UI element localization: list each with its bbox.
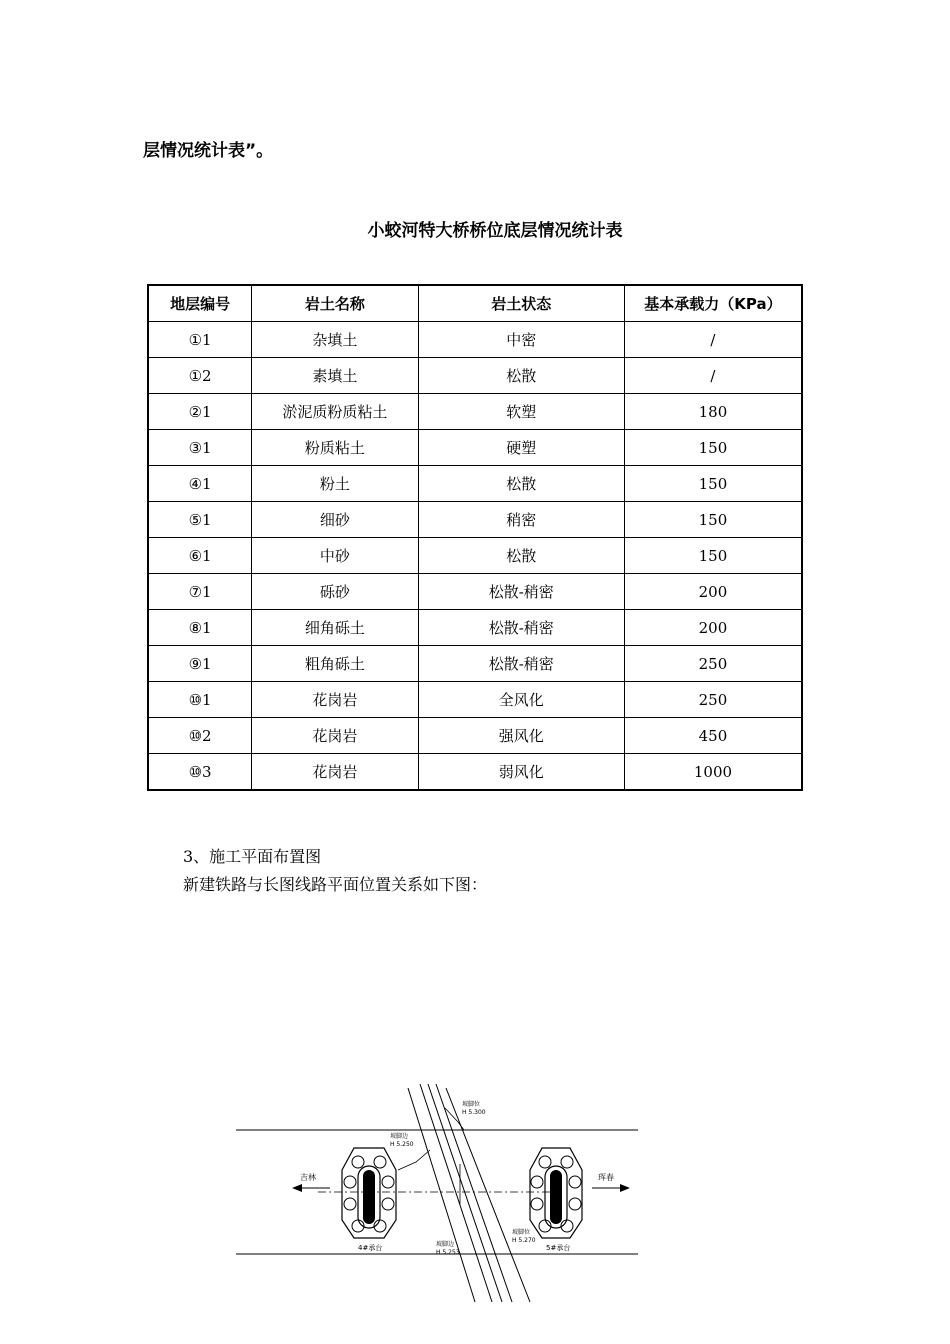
table-cell: 200 bbox=[624, 574, 802, 610]
table-cell: 砾砂 bbox=[252, 574, 418, 610]
table-row bbox=[148, 430, 802, 466]
table-row bbox=[148, 538, 802, 574]
table-row bbox=[148, 394, 802, 430]
table-cell: 软塑 bbox=[418, 394, 624, 430]
table-cell: ⑤1 bbox=[148, 502, 252, 538]
left-arrow-icon bbox=[292, 1184, 302, 1192]
bottom-mid-label: 坡脚边 bbox=[436, 1241, 455, 1248]
table-cell: 中砂 bbox=[252, 538, 418, 574]
table-cell: 200 bbox=[624, 610, 802, 646]
table-cell: 花岗岩 bbox=[252, 682, 418, 718]
table-cell: 松散-稍密 bbox=[418, 574, 624, 610]
table-cell: 松散-稍密 bbox=[418, 610, 624, 646]
table-body bbox=[148, 322, 802, 791]
table-cell: 杂填土 bbox=[252, 322, 418, 358]
bottom-right-label: 坡脚位 bbox=[512, 1229, 531, 1236]
left-pier-label: 4#承台 bbox=[358, 1244, 383, 1252]
table-cell: 弱风化 bbox=[418, 754, 624, 791]
railway-line-5 bbox=[446, 1088, 530, 1302]
table-cell: 松散 bbox=[418, 466, 624, 502]
table-row bbox=[148, 358, 802, 394]
table-cell: ④1 bbox=[148, 466, 252, 502]
table-header-cell: 岩土状态 bbox=[418, 285, 624, 322]
table-cell: 松散-稍密 bbox=[418, 646, 624, 682]
table-cell: 稍密 bbox=[418, 502, 624, 538]
table-cell: / bbox=[624, 322, 802, 358]
table-row bbox=[148, 322, 802, 358]
section-heading: 3、施工平面布置图 bbox=[183, 847, 322, 866]
table-cell: 花岗岩 bbox=[252, 754, 418, 791]
table-cell: ⑧1 bbox=[148, 610, 252, 646]
table-header-cell: 地层编号 bbox=[148, 285, 252, 322]
table-cell: 150 bbox=[624, 502, 802, 538]
table-cell: 强风化 bbox=[418, 718, 624, 754]
table-cell: ⑩1 bbox=[148, 682, 252, 718]
site-plan-drawing bbox=[230, 1080, 650, 1305]
table-cell: / bbox=[624, 358, 802, 394]
table-cell: 180 bbox=[624, 394, 802, 430]
table-cell: 细角砾土 bbox=[252, 610, 418, 646]
table-row bbox=[148, 574, 802, 610]
table-cell: ⑦1 bbox=[148, 574, 252, 610]
table-cell: 素填土 bbox=[252, 358, 418, 394]
table-cell: 花岗岩 bbox=[252, 718, 418, 754]
bottom-mid-elevation: H 5.253 bbox=[436, 1249, 460, 1256]
top-right-elevation: H 5.300 bbox=[462, 1109, 486, 1116]
table-cell: ①1 bbox=[148, 322, 252, 358]
table-row bbox=[148, 718, 802, 754]
section-description: 新建铁路与长图线路平面位置关系如下图： bbox=[183, 875, 488, 894]
top-left-label: 坡脚边 bbox=[390, 1133, 409, 1140]
leader-line-left bbox=[398, 1150, 430, 1170]
table-row bbox=[148, 754, 802, 791]
table-cell: 松散 bbox=[418, 358, 624, 394]
table-cell: 250 bbox=[624, 646, 802, 682]
table-cell: ②1 bbox=[148, 394, 252, 430]
table-cell: 1000 bbox=[624, 754, 802, 791]
table-cell: 粗角砾土 bbox=[252, 646, 418, 682]
table-cell: 中密 bbox=[418, 322, 624, 358]
right-pier-label: 5#承台 bbox=[546, 1244, 571, 1252]
table-cell: 松散 bbox=[418, 538, 624, 574]
table-cell: ③1 bbox=[148, 430, 252, 466]
right-pier-cap bbox=[530, 1148, 582, 1238]
railway-line-2 bbox=[420, 1084, 492, 1302]
table-cell: 150 bbox=[624, 430, 802, 466]
table-cell: ⑩2 bbox=[148, 718, 252, 754]
table-cell: 150 bbox=[624, 538, 802, 574]
table-row bbox=[148, 682, 802, 718]
table-cell: ①2 bbox=[148, 358, 252, 394]
table-cell: 硬塑 bbox=[418, 430, 624, 466]
table-cell: 150 bbox=[624, 466, 802, 502]
table-cell: 细砂 bbox=[252, 502, 418, 538]
top-left-elevation: H 5.250 bbox=[390, 1141, 414, 1148]
table-cell: ⑨1 bbox=[148, 646, 252, 682]
railway-line-4 bbox=[436, 1084, 512, 1302]
table-title: 小蛟河特大桥桥位底层情况统计表 bbox=[367, 221, 623, 241]
table-cell: 全风化 bbox=[418, 682, 624, 718]
table-cell: 粉土 bbox=[252, 466, 418, 502]
intro-text: 层情况统计表”。 bbox=[143, 141, 274, 161]
table-header-cell: 基本承载力（KPa） bbox=[624, 285, 802, 322]
right-direction-label: 珲春 bbox=[598, 1173, 614, 1182]
strata-table bbox=[147, 284, 803, 791]
top-right-label: 坡脚位 bbox=[462, 1101, 481, 1108]
table-row bbox=[148, 502, 802, 538]
table-row bbox=[148, 466, 802, 502]
table-header-row bbox=[148, 285, 802, 322]
table-cell: ⑩3 bbox=[148, 754, 252, 791]
railway-line-1 bbox=[408, 1088, 475, 1302]
table-row bbox=[148, 610, 802, 646]
right-arrow-icon bbox=[620, 1184, 630, 1192]
table-cell: ⑥1 bbox=[148, 538, 252, 574]
table-cell: 粉质粘土 bbox=[252, 430, 418, 466]
left-pier-cap bbox=[342, 1148, 396, 1238]
table-cell: 250 bbox=[624, 682, 802, 718]
left-direction-label: 吉林 bbox=[300, 1173, 316, 1182]
bottom-right-elevation: H 5.270 bbox=[512, 1237, 536, 1244]
site-plan-figure bbox=[230, 1080, 650, 1305]
table-cell: 淤泥质粉质粘土 bbox=[252, 394, 418, 430]
table-row bbox=[148, 646, 802, 682]
table-cell: 450 bbox=[624, 718, 802, 754]
table-header-cell: 岩土名称 bbox=[252, 285, 418, 322]
